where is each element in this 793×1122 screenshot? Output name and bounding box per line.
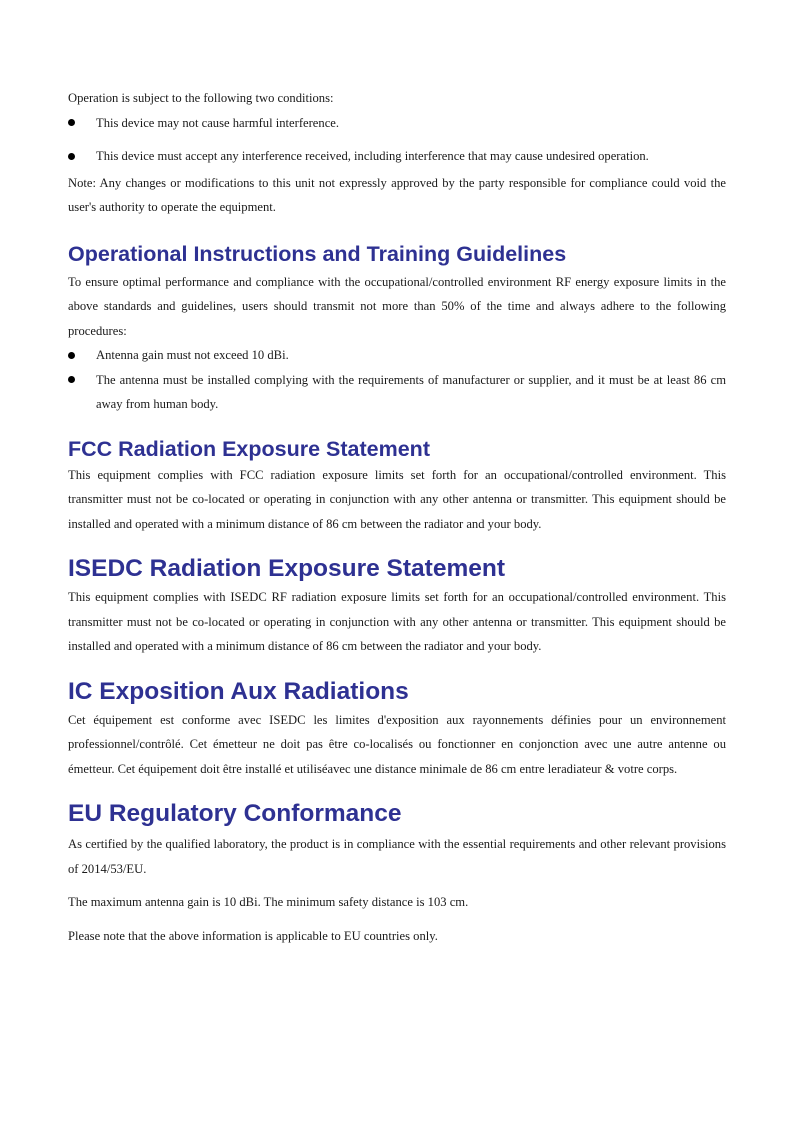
- eu-body: As certified by the qualified laboratory, the product is in compliance with the essential requirements and other relevant provisions of 2014/53/EU.: [68, 837, 726, 876]
- eu-heading: EU Regulatory Conformance: [68, 800, 402, 827]
- fcc-heading: FCC Radiation Exposure Statement: [68, 436, 430, 461]
- list-item: [68, 368, 726, 417]
- bullet-icon: [68, 352, 75, 359]
- list-item-text: Antenna gain must not exceed 10 dBi.: [96, 348, 289, 362]
- conditions-text: Operation is subject to the following two conditions:: [68, 91, 334, 105]
- bullet-icon: [68, 153, 75, 160]
- list-item: [68, 343, 726, 368]
- operational-body: To ensure optimal performance and compliance with the occupational/controlled environment RF energy exposure limits in the above standards and guidelines, users should transmit not more than 50% of the time and always adhere to the following procedures:: [68, 274, 726, 338]
- bullet-icon: [68, 376, 75, 383]
- document-page: [68, 86, 726, 948]
- list-item-text: The antenna must be installed complying with the requirements of manufacturer or supplier, and it must be at least 86 cm away from human body.: [96, 372, 726, 411]
- bullet-icon: [68, 119, 75, 126]
- ic-heading: IC Exposition Aux Radiations: [68, 677, 409, 705]
- isedc-body: This equipment complies with ISEDC RF radiation exposure limits set forth for an occupational/controlled environment. This transmitter must not be co-located or operating in conjunction with any other antenna or transmitter. This equipment should be installed and operated with a minimum distance of 86 cm between the radiator and your body.: [68, 590, 726, 653]
- isedc-heading: ISEDC Radiation Exposure Statement: [68, 555, 506, 582]
- list-item-text: This device must accept any interference received, including interference that may cause undesired operation.: [96, 149, 649, 163]
- ic-body: Cet équipement est conforme avec ISEDC les limites d'exposition aux rayonnements définies pour un environnement professionnel/contrôlé. Cet émetteur ne doit pas être co-localisés ou fonctionner en conjonction avec une autre antenne ou émetteur. Cet équipement doit être installé et utiliséavec une distance minimale de 86 cm entre leradiateur & votre corps.: [68, 712, 726, 776]
- note-text: Note: Any changes or modifications to this unit not expressly approved by the party responsible for compliance could void the user's authority to operate the equipment.: [68, 175, 726, 214]
- fcc-body: This equipment complies with FCC radiation exposure limits set forth for an occupational/controlled environment. This transmitter must not be co-located or operating in conjunction with any other antenna or transmitter. This equipment should be installed and operated with a minimum distance of 86 cm between the radiator and your body.: [68, 467, 726, 531]
- procedures-list: [68, 343, 726, 417]
- eu-applicability-text: Please note that the above information is applicable to EU countries only.: [68, 928, 438, 943]
- list-item-text: This device may not cause harmful interference.: [96, 115, 340, 130]
- conditions-list: [68, 111, 726, 169]
- list-item: [68, 111, 726, 136]
- eu-antenna-text: The maximum antenna gain is 10 dBi. The minimum safety distance is 103 cm.: [68, 895, 469, 909]
- list-item: [68, 144, 726, 169]
- operational-heading: Operational Instructions and Training Guidelines: [68, 241, 567, 266]
